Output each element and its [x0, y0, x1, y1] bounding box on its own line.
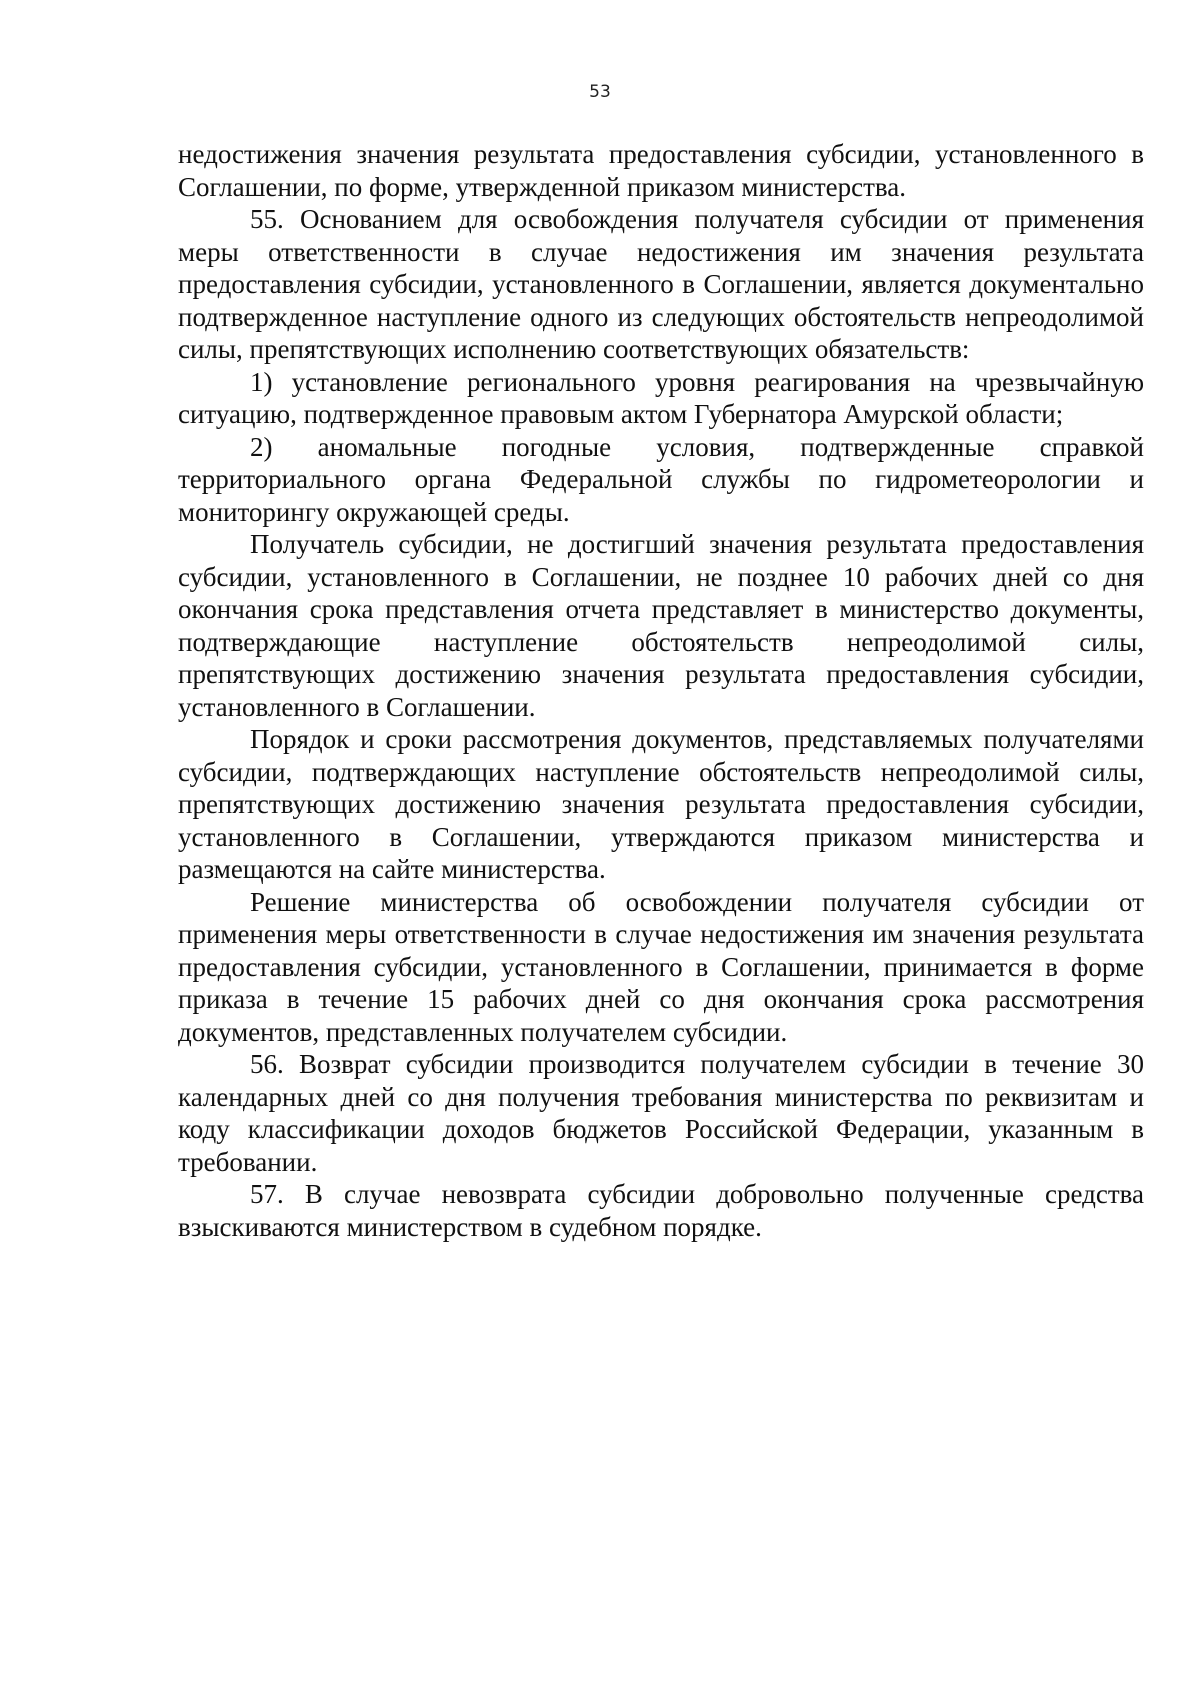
- document-body: [178, 138, 1144, 1243]
- paragraph-ministry-decision: Решение министерства об освобождении получателя субсидии от применения меры ответственности в случае недостижения им значения результата предоставления субсидии, установленного в Соглашении, принимается в форме приказа в течение 15 рабочих дней со дня окончания срока рассмотрения документов, представленных получателем субсидии.: [178, 886, 1144, 1047]
- paragraph-item-55: 55. Основанием для освобождения получателя субсидии от применения меры ответственности в случае недостижения им значения результата предоставления субсидии, установленного в Соглашении, является документально подтвержденное наступление одного из следующих обстоятельств непреодолимой силы, препятствующих исполнению соответствующих обязательств:: [178, 204, 1144, 364]
- paragraph-recipient-documents: Получатель субсидии, не достигший значения результата предоставления субсидии, установленного в Соглашении, не позднее 10 рабочих дней со дня окончания срока представления отчета представляет в министерство документы, подтверждающие наступление обстоятельств непреодолимой силы, препятствующих достижению значения результата предоставления субсидии, установленного в Соглашении.: [178, 529, 1144, 722]
- paragraph-subitem-1: 1) установление регионального уровня реагирования на чрезвычайную ситуацию, подтвержденное правовым актом Губернатора Амурской области;: [178, 366, 1144, 429]
- paragraph-continuation: недостижения значения результата предоставления субсидии, установленного в Соглашении, по форме, утвержденной приказом министерства.: [178, 139, 1144, 202]
- paragraph-item-57: 57. В случае невозврата субсидии добровольно полученные средства взыскиваются министерством в судебном порядке.: [178, 1179, 1144, 1242]
- paragraph-item-56: 56. Возврат субсидии производится получателем субсидии в течение 30 календарных дней со дня получения требования министерства по реквизитам и коду классификации доходов бюджетов Российской Федерации, указанным в требовании.: [178, 1049, 1144, 1177]
- paragraph-subitem-2: 2) аномальные погодные условия, подтвержденные справкой территориального органа Федеральной службы по гидрометеорологии и мониторингу окружающей среды.: [178, 431, 1144, 527]
- page-number: 53: [589, 82, 611, 102]
- paragraph-review-procedure: Порядок и сроки рассмотрения документов, представляемых получателями субсидии, подтверждающих наступление обстоятельств непреодолимой силы, препятствующих достижению значения результата предоставления субсидии, установленного в Соглашении, утверждаются приказом министерства и размещаются на сайте министерства.: [178, 724, 1144, 884]
